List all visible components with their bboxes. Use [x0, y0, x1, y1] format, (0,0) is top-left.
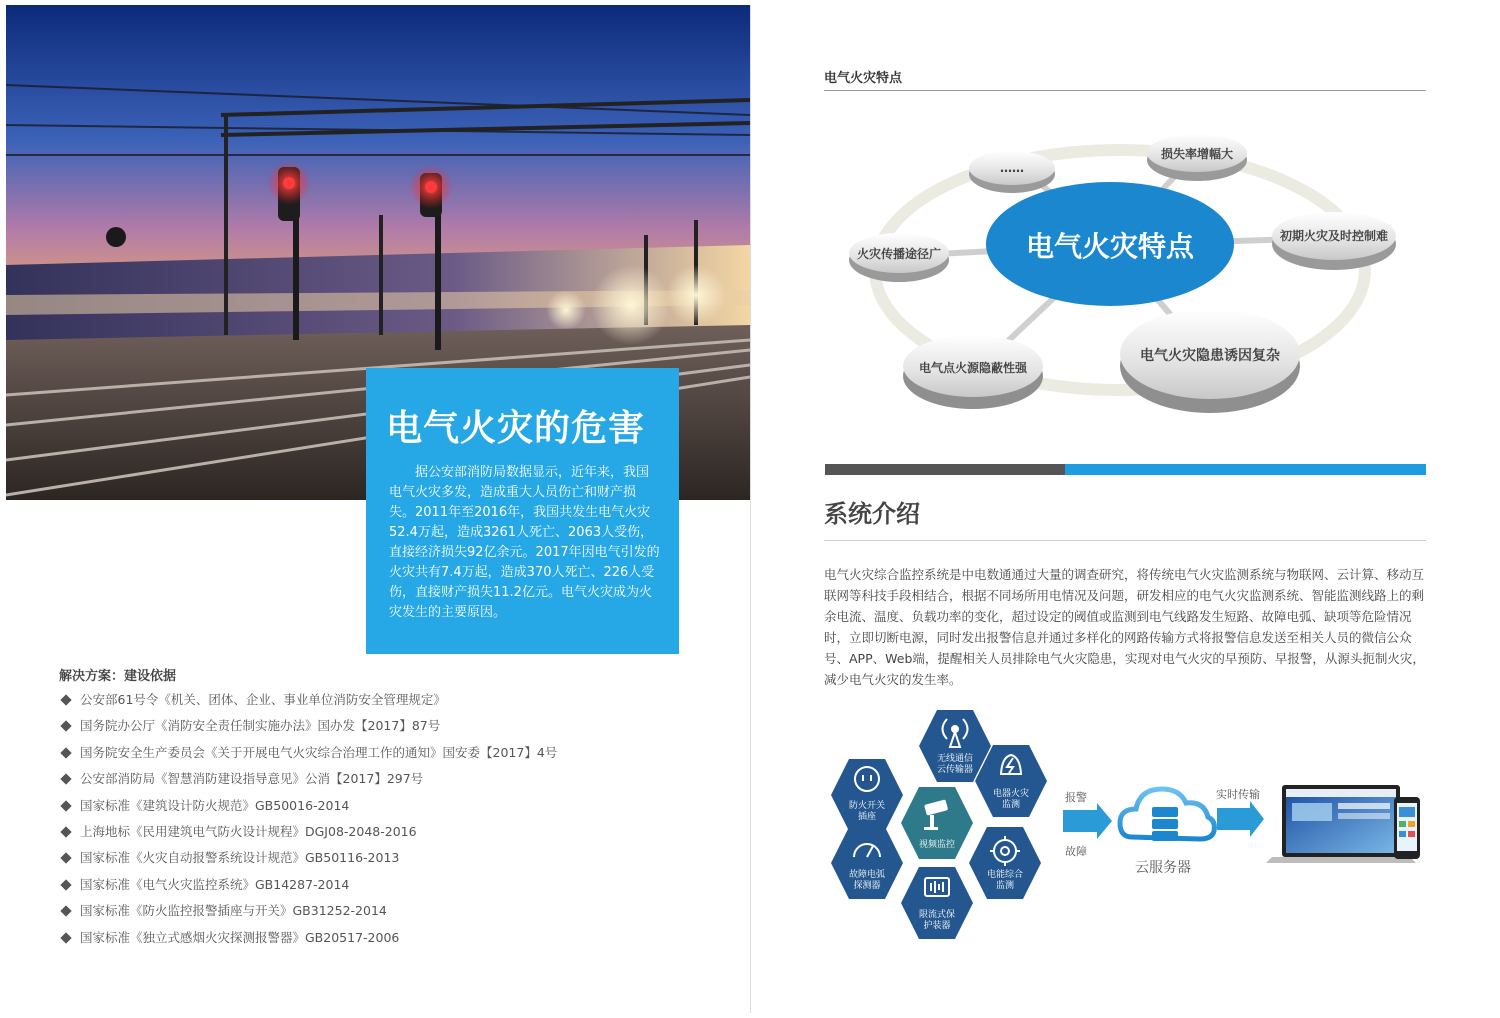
- laptop-icon: [1266, 785, 1416, 863]
- hex-energy: [969, 827, 1041, 899]
- diamond-bullet-icon: [60, 826, 71, 837]
- feature-node-spread: [849, 233, 949, 282]
- feature-node-cause: [1120, 309, 1300, 413]
- list-item: 国家标准《独立式感烟火灾探测报警器》GB20517-2006: [59, 928, 557, 954]
- diamond-bullet-icon: [60, 853, 71, 864]
- svg-text:电能综合: 电能综合: [986, 870, 1024, 880]
- fault-label: 故障: [1065, 845, 1087, 858]
- svg-text:监测: 监测: [1001, 800, 1021, 810]
- diamond-bullet-icon: [60, 694, 71, 705]
- list-item: 公安部消防局《智慧消防建设指导意见》公消【2017】297号: [59, 769, 557, 795]
- feature-node-early: [1272, 212, 1396, 270]
- svg-text:损失率增幅大: 损失率增幅大: [1160, 147, 1234, 161]
- diamond-bullet-icon: [60, 774, 71, 785]
- diamond-bullet-icon: [60, 721, 71, 732]
- hex-socket: [831, 759, 903, 831]
- svg-text:故障电弧: 故障电弧: [848, 870, 886, 880]
- diamond-bullet-icon: [60, 879, 71, 890]
- features-diagram: [830, 110, 1430, 430]
- svg-text:……: ……: [1000, 161, 1024, 175]
- basis-heading: 解决方案：建设依据: [59, 669, 177, 684]
- diamond-bullet-icon: [60, 905, 71, 916]
- svg-text:云传输器: 云传输器: [936, 765, 974, 775]
- diamond-bullet-icon: [60, 800, 71, 811]
- svg-text:限流式保: 限流式保: [918, 910, 956, 920]
- svg-text:监测: 监测: [995, 881, 1015, 891]
- feature-node-loss: [1147, 134, 1247, 181]
- section-separator-dark: [825, 464, 1065, 475]
- svg-text:火灾传播途径广: 火灾传播途径广: [856, 247, 942, 261]
- svg-text:插座: 插座: [857, 812, 877, 822]
- svg-text:电气火灾特点: 电气火灾特点: [1025, 230, 1195, 263]
- list-item: 国务院安全生产委员会《关于开展电气火灾综合治理工作的通知》国安委【2017】4号: [59, 743, 557, 769]
- feature-center: [986, 182, 1234, 306]
- hazard-title: 电气火灾的危害: [386, 408, 646, 449]
- intro-rule: [824, 540, 1426, 541]
- page-divider: [750, 5, 751, 1013]
- phone-icon: [1394, 797, 1420, 859]
- svg-text:电气点火源隐蔽性强: 电气点火源隐蔽性强: [918, 361, 1028, 375]
- list-item: 国家标准《电气火灾监控系统》GB14287-2014: [59, 875, 557, 901]
- list-item: 国家标准《建筑设计防火规范》GB50016-2014: [59, 796, 557, 822]
- alarm-label: 报警: [1065, 791, 1087, 804]
- svg-text:电气火灾隐患诱因复杂: 电气火灾隐患诱因复杂: [1140, 348, 1280, 364]
- hex-limit: [901, 867, 973, 939]
- svg-text:电器火灾: 电器火灾: [992, 789, 1030, 799]
- svg-text:视频监控: 视频监控: [918, 840, 956, 850]
- arrow-right-icon: [1063, 803, 1112, 839]
- hex-video: [901, 787, 973, 859]
- section-separator-blue: [1065, 464, 1426, 475]
- list-item: 上海地标《民用建筑电气防火设计规程》DGJ08-2048-2016: [59, 822, 557, 848]
- realtime-label: 实时传输: [1216, 788, 1260, 801]
- feature-node-more: [969, 151, 1055, 193]
- svg-text:初期火灾及时控制难: 初期火灾及时控制难: [1279, 229, 1389, 243]
- intro-title: 系统介绍: [824, 500, 920, 528]
- cloud-label: 云服务器: [1135, 860, 1191, 876]
- list-item: 国家标准《火灾自动报警系统设计规范》GB50116-2013: [59, 848, 557, 874]
- features-rule: [824, 90, 1426, 91]
- hazard-body: 据公安部消防局数据显示，近年来，我国电气火灾多发，造成重大人员伤亡和财产损失。2011年至2016年，我国共发生电气火灾52.4万起，造成3261人死亡、2063人受伤，直接经济损失92亿余元。2017年因电气引发的火灾共有7.4万起，造成370人死亡、226人受伤，直接财产损失11.2亿元。电气火灾成为火灾发生的主要原因。: [389, 465, 660, 620]
- svg-text:防火开关: 防火开关: [848, 801, 886, 811]
- hex-arc: [831, 827, 903, 899]
- features-heading: 电气火灾特点: [824, 71, 903, 86]
- list-item: 国务院办公厅《消防安全责任制实施办法》国办发【2017】87号: [59, 716, 557, 742]
- basis-list: [59, 690, 557, 954]
- feature-node-hidden: [903, 335, 1043, 409]
- list-item: 国家标准《防火监控报警插座与开关》GB31252-2014: [59, 901, 557, 927]
- svg-text:探测器: 探测器: [853, 881, 881, 891]
- list-item: 公安部61号令《机关、团体、企业、事业单位消防安全管理规定》: [59, 690, 557, 716]
- cloud-server-icon: [1120, 789, 1214, 841]
- svg-text:护装器: 护装器: [923, 921, 951, 931]
- diamond-bullet-icon: [60, 932, 71, 943]
- svg-text:无线通信: 无线通信: [936, 754, 974, 764]
- diamond-bullet-icon: [60, 747, 71, 758]
- intro-body: 电气火灾综合监控系统是中电数通通过大量的调查研究，将传统电气火灾监测系统与物联网、云计算、移动互联网等科技手段相结合，根据不同场所用电情况及问题，研发相应的电气火灾监测系统、智能监测线路上的剩余电流、温度、负载功率的变化，超过设定的阈值或监测到电气线路发生短路、故障电弧、缺项等危险情况时，立即切断电源，同时发出报警信息并通过多样化的网路传输方式将报警信息发送至相关人员的微信公众号、APP、Web端，提醒相关人员排除电气火灾隐患，实现对电气火灾的早预防、早报警，从源头扼制火灾，减少电气火灾的发生率。: [824, 567, 1425, 687]
- arrow-right-icon: [1217, 801, 1264, 837]
- system-diagram: [820, 705, 1430, 945]
